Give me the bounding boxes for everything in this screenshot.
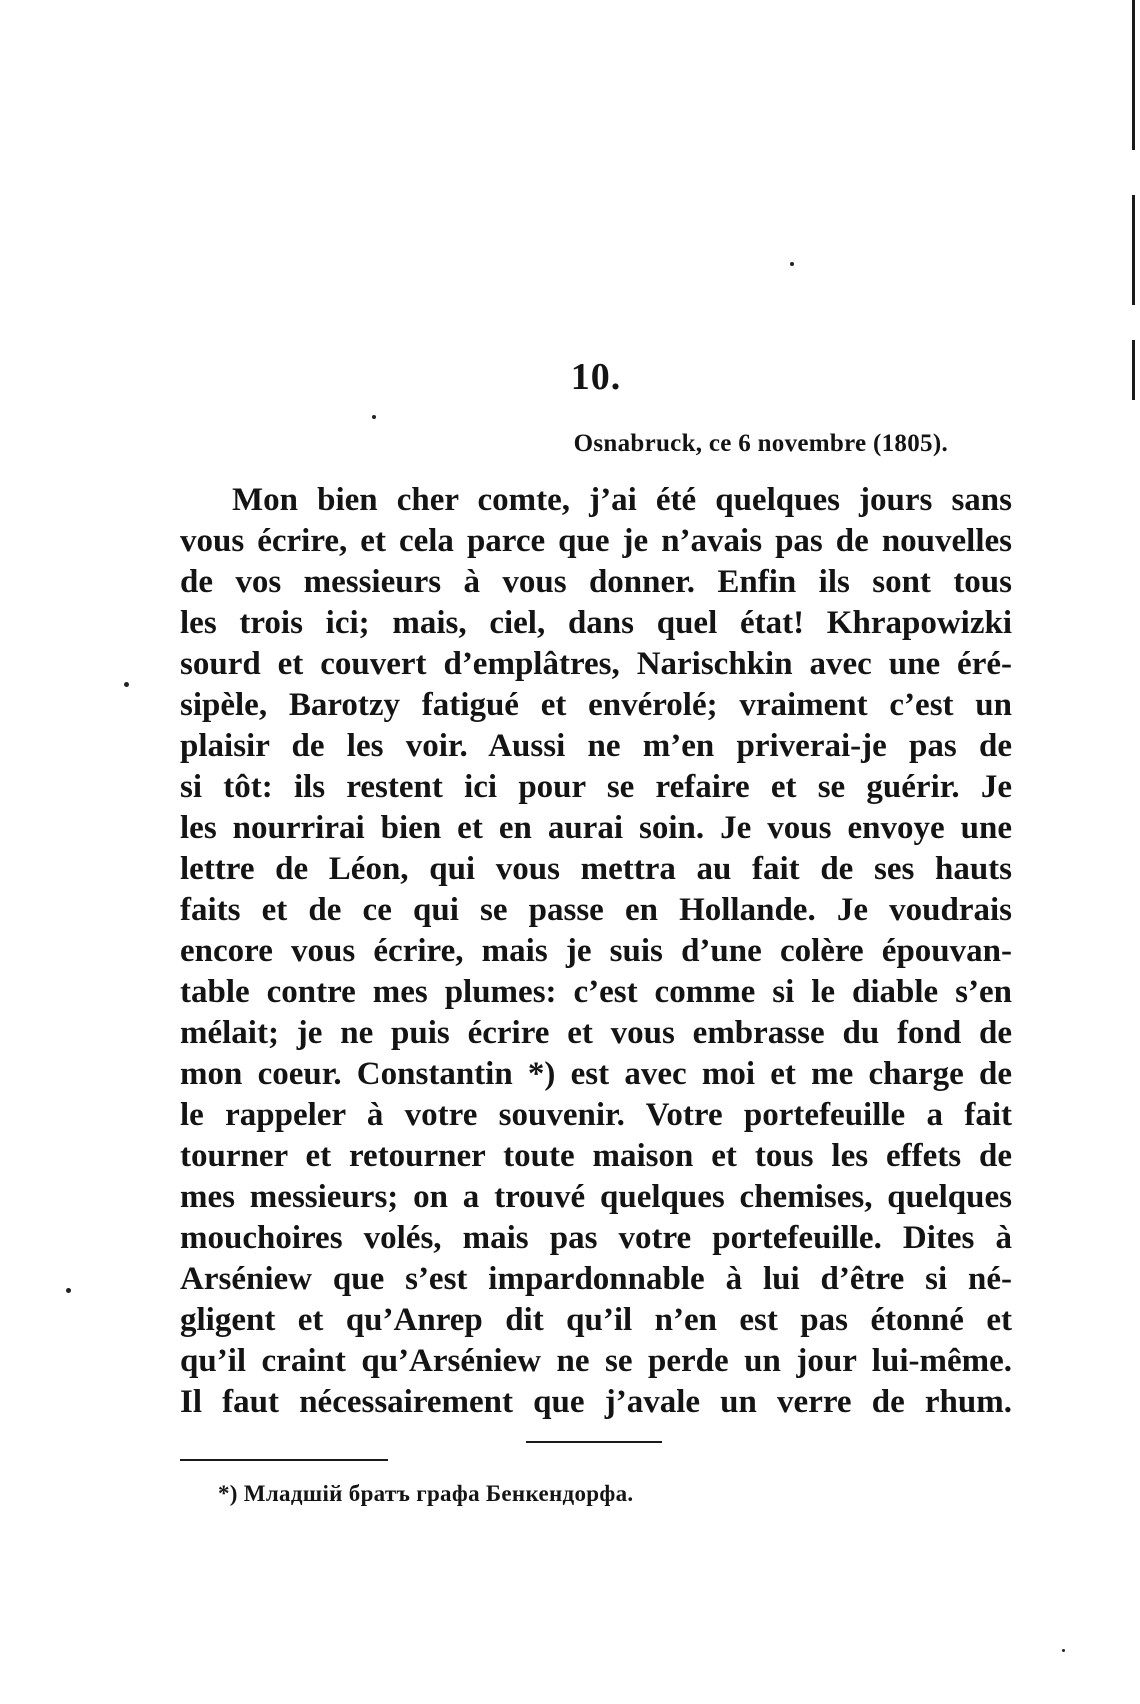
footnote-rule-left [180,1459,388,1461]
text-line: le rappeler à votre souvenir. Votre portefeuille a fait [180,1097,1012,1133]
binding-edge-mark [1132,0,1135,150]
text-line: les trois ici; mais, ciel, dans quel état! Khrapowizki [180,605,1012,641]
text-line: mes messieurs; on a trouvé quelques chemises, quelques [180,1179,1012,1215]
footnote-rule-right [526,1441,662,1443]
text-line: Mon bien cher comte, j’ai été quelques jours sans [232,482,1012,518]
text-line: tourner et retourner toute maison et tous les effets de [180,1138,1012,1174]
dateline: Osnabruck, ce 6 novembre (1805). [573,430,948,457]
text-line: de vos messieurs à vous donner. Enfin ils sont tous [180,564,1012,600]
binding-edge-mark [1132,195,1135,305]
text-line: si tôt: ils restent ici pour se refaire et se guérir. Je [180,769,1012,805]
text-line: gligent et qu’Anrep dit qu’il n’en est pas étonné et [180,1302,1012,1338]
text-line: mouchoires volés, mais pas votre portefeuille. Dites à [180,1220,1012,1256]
text-line: Arséniew que s’est impardonnable à lui d’être si né- [180,1261,1012,1297]
text-line: mon coeur. Constantin *) est avec moi et me charge de [180,1056,1012,1092]
scan-speck [66,1288,71,1293]
text-line: plaisir de les voir. Aussi ne m’en priverai-je pas de [180,728,1012,764]
text-line: les nourrirai bien et en aurai soin. Je vous envoye une [180,810,1012,846]
scan-speck [372,415,376,419]
text-line: Il faut nécessairement que j’avale un verre de rhum. [180,1384,1012,1420]
text-line: sipèle, Barotzy fatigué et envérolé; vraiment c’est un [180,687,1012,723]
scan-speck [790,262,794,266]
text-line: lettre de Léon, qui vous mettra au fait de ses hauts [180,851,1012,887]
scan-speck [124,682,129,687]
text-line: qu’il craint qu’Arséniew ne se perde un jour lui-même. [180,1343,1012,1379]
text-line: mélait; je ne puis écrire et vous embrasse du fond de [180,1015,1012,1051]
letter-number: 10. [570,356,622,398]
text-line: faits et de ce qui se passe en Hollande. Je voudrais [180,892,1012,928]
scan-speck [1062,1649,1065,1652]
text-line: encore vous écrire, mais je suis d’une colère épouvan- [180,933,1012,969]
footnote: *) Младшій братъ графа Бенкендорфа. [218,1481,634,1506]
text-line: sourd et couvert d’emplâtres, Narischkin avec une éré- [180,646,1012,682]
text-line: table contre mes plumes: c’est comme si le diable s’en [180,974,1012,1010]
letter-body [180,480,1012,1423]
text-line: vous écrire, et cela parce que je n’avais pas de nouvelles [180,523,1012,559]
